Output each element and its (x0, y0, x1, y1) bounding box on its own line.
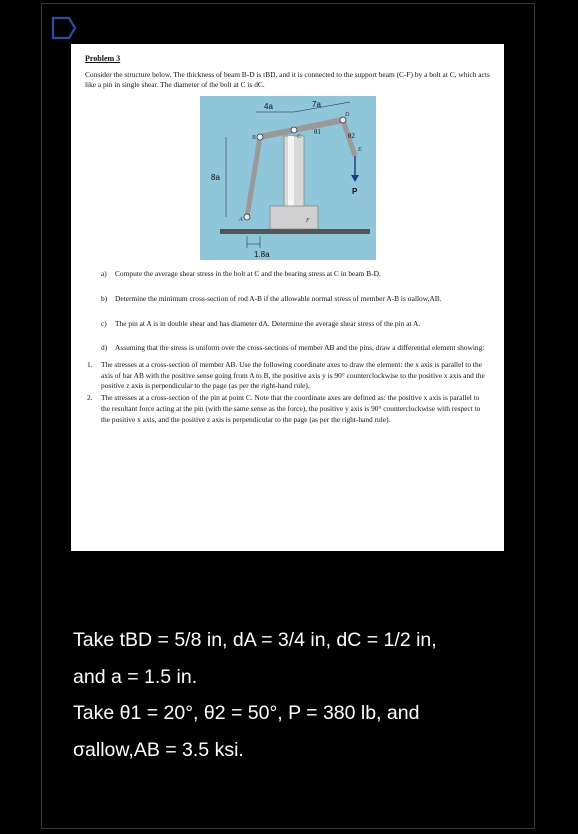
label-e: E (357, 147, 362, 154)
given-line-4: σallow,AB = 3.5 ksi. (73, 738, 244, 761)
problem-intro: Consider the structure below. The thickness of beam B-D is tBD, and it is connected to the support beam (C-F) by a bolt at C, which acts like a pin in single shear. The diameter of the bolt at C is dC. (85, 69, 490, 90)
dim-4a: 4a (263, 102, 273, 112)
question-d: d) Assuming that the stress is uniform over the cross-sections of member AB and the pins, draw a differential element showing: (101, 343, 485, 353)
label-c: C (296, 134, 301, 141)
question-c: c) The pin at A is in double shear and has diameter dA. Determine the average shear stress of the pin at A. (101, 318, 421, 328)
question-list (101, 269, 490, 354)
given-values (73, 622, 533, 768)
question-a: a) Compute the average shear stress in the bolt at C and the bearing stress at C in beam B-D. (101, 269, 381, 279)
label-theta1: θ1 (313, 128, 321, 137)
question-b: b) Determine the minimum cross-section of rod A-B if the allowable normal stress of member A-B is σallow,AB. (101, 293, 442, 303)
label-theta2: θ2 (347, 132, 355, 141)
label-p: P (351, 187, 357, 197)
label-a: A (238, 217, 243, 224)
label-f: F (305, 218, 310, 225)
support-base (270, 206, 318, 229)
label-b: B (251, 135, 256, 142)
given-line-1: Take tBD = 5/8 in, dA = 3/4 in, dC = 1/2 in, (73, 629, 437, 651)
given-line-3: Take θ1 = 20°, θ2 = 50°, P = 380 lb, and (73, 702, 420, 724)
given-line-2: and a = 1.5 in. (73, 665, 198, 688)
problem-document (71, 44, 504, 551)
dim-7a: 7a (311, 100, 321, 110)
subitem-list (87, 360, 490, 425)
dim-8a: 8a (210, 173, 220, 183)
structure-figure (200, 96, 376, 260)
dim-1-8a: 1.8a (253, 250, 270, 260)
subitem-1: 1. The stresses at a cross-section of member AB. Use the following coordinate axes to draw the element: the x axis is parallel to the axis of bar AB with the positive sense going from A to B, the positive axis y is 90° counterclockwise to the positive x axis and the positive z axis is perpendicular to the page (as per the right-hand rule). (87, 360, 485, 391)
ground (220, 229, 370, 234)
problem-title: Problem 3 (85, 54, 121, 63)
subitem-2: 2. The stresses at a cross-section of the pin at point C. Note that the coordinate axes are defined as: the positive x axis is parallel to the resultant force acting at the pin (with the same sense as the force), the positive y axis is 90° counterclockwise with respect to the positive x axis, and the positive z axis is perpendicular to the page (as per the right-hand rule). (87, 393, 481, 424)
document-outline-icon (51, 16, 77, 40)
label-d: D (344, 112, 349, 119)
